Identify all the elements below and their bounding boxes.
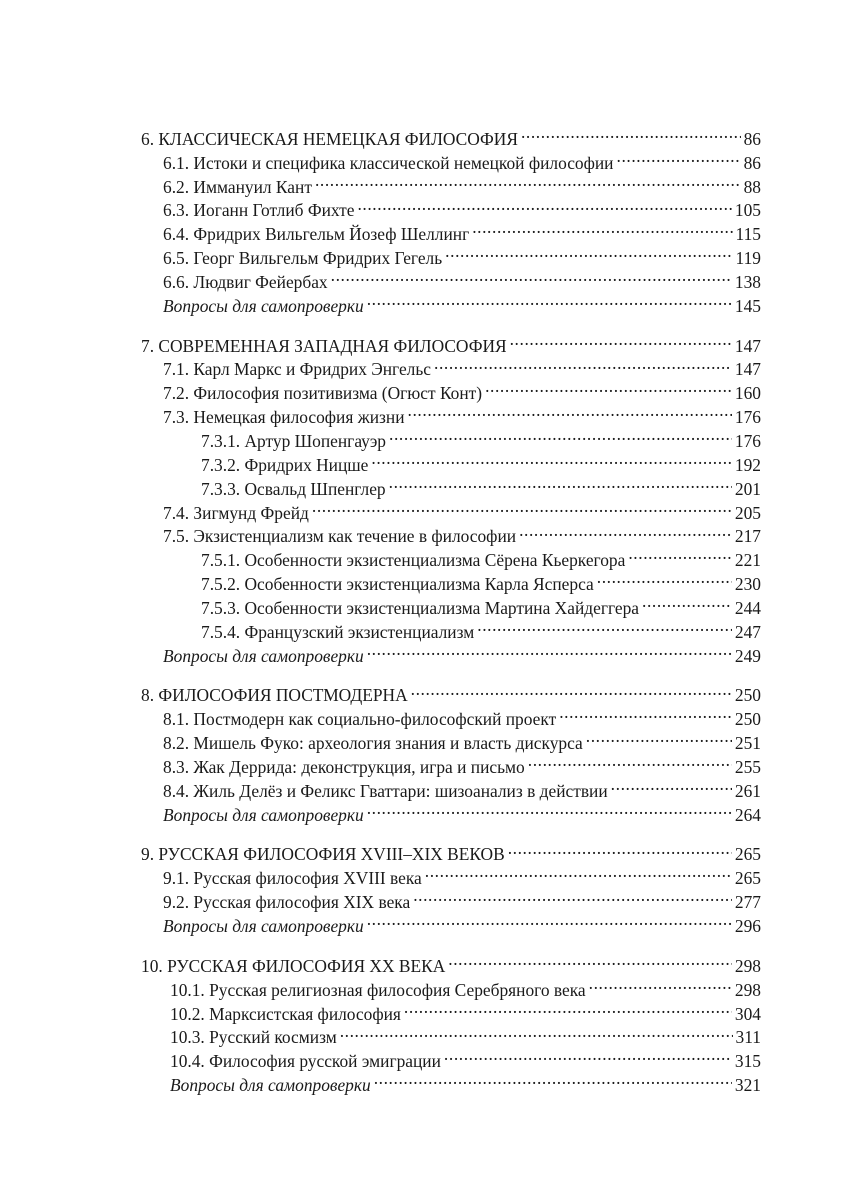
- toc-entry-title: 7.3.1. Артур Шопенгауэр: [201, 430, 387, 451]
- dot-leader: [642, 590, 732, 614]
- toc-page-number: 265: [734, 868, 761, 889]
- toc-entry-title: Вопросы для самопроверки: [170, 1075, 371, 1096]
- toc-entry-title: 7.3.3. Освальд Шпенглер: [201, 478, 386, 499]
- dot-leader: [559, 701, 732, 725]
- table-of-contents: [141, 121, 761, 1107]
- toc-page-number: 304: [734, 1003, 761, 1024]
- toc-chapter-entry: [141, 121, 761, 149]
- toc-page-number: 115: [735, 224, 761, 245]
- toc-page-number: 264: [734, 804, 761, 825]
- toc-section: [141, 328, 761, 666]
- toc-page-number: 147: [734, 335, 761, 356]
- toc-section: [141, 678, 761, 825]
- toc-page-number: 230: [734, 574, 761, 595]
- toc-entry-title: 10.4. Философия русской эмиграции: [170, 1051, 441, 1072]
- toc-page-number: 261: [734, 780, 761, 801]
- toc-entry-title: 9.1. Русская философия XVIII века: [163, 868, 422, 889]
- toc-entry-title: 8.3. Жак Деррида: деконструкция, игра и письмо: [163, 756, 525, 777]
- toc-section: [141, 837, 761, 936]
- toc-page-number: 255: [734, 756, 761, 777]
- dot-leader: [340, 1020, 733, 1044]
- toc-page-number: 138: [734, 271, 761, 292]
- dot-leader: [389, 471, 732, 495]
- toc-page-number: 86: [743, 128, 761, 149]
- dot-leader: [628, 542, 732, 566]
- dot-leader: [589, 972, 732, 996]
- toc-entry-title: 10.2. Марксистская философия: [170, 1003, 401, 1024]
- dot-leader: [508, 837, 732, 861]
- toc-entry-title: 8. ФИЛОСОФИЯ ПОСТМОДЕРНА: [141, 685, 408, 706]
- toc-page-number: 201: [734, 478, 761, 499]
- toc-page-number: 147: [734, 359, 761, 380]
- toc-entry-title: 6.6. Людвиг Фейербах: [163, 271, 328, 292]
- dot-leader: [521, 121, 741, 145]
- dot-leader: [389, 423, 732, 447]
- toc-entry-title: 10.1. Русская религиозная философия Серебряного века: [170, 979, 586, 1000]
- toc-page-number: 176: [734, 407, 761, 428]
- toc-page-number: 265: [734, 844, 761, 865]
- toc-page-number: 298: [734, 979, 761, 1000]
- toc-entry-title: 7. СОВРЕМЕННАЯ ЗАПАДНАЯ ФИЛОСОФИЯ: [141, 335, 507, 356]
- dot-leader: [408, 399, 732, 423]
- toc-entry-title: 6.5. Георг Вильгельм Фридрих Гегель: [163, 248, 443, 269]
- toc-chapter-entry: [141, 328, 761, 356]
- toc-entry-title: 6.4. Фридрих Вильгельм Йозеф Шеллинг: [163, 224, 470, 245]
- dot-leader: [597, 566, 732, 590]
- toc-entry-title: 7.5.1. Особенности экзистенциализма Сёрена Кьеркегора: [201, 550, 626, 571]
- toc-page-number: 119: [735, 248, 761, 269]
- toc-entry-title: 7.5.4. Французский экзистенциализм: [201, 621, 475, 642]
- toc-entry-title: 7.4. Зигмунд Фрейд: [163, 502, 309, 523]
- toc-entry-title: 6.3. Иоганн Готлиб Фихте: [163, 200, 355, 221]
- toc-entry-title: Вопросы для самопроверки: [163, 916, 364, 936]
- dot-leader: [448, 948, 732, 972]
- toc-page-number: 251: [734, 733, 761, 754]
- toc-page-number: 176: [734, 430, 761, 451]
- toc-page-number: 311: [735, 1027, 761, 1048]
- toc-page-number: 298: [734, 955, 761, 976]
- toc-entry-title: 6. КЛАССИЧЕСКАЯ НЕМЕЦКАЯ ФИЛОСОФИЯ: [141, 128, 518, 149]
- toc-entry-title: 10.3. Русский космизм: [170, 1027, 337, 1048]
- dot-leader: [331, 264, 732, 288]
- toc-page-number: 205: [734, 502, 761, 523]
- toc-entry-title: 7.3.2. Фридрих Ницше: [201, 454, 369, 475]
- dot-leader: [477, 614, 732, 638]
- dot-leader: [617, 145, 741, 169]
- toc-entry-title: 6.1. Истоки и специфика классической немецкой философии: [163, 152, 614, 173]
- toc-entry-title: 7.5.2. Особенности экзистенциализма Карла Ясперса: [201, 574, 594, 595]
- toc-page-number: 321: [734, 1075, 761, 1096]
- dot-leader: [367, 797, 732, 821]
- toc-page-number: 145: [734, 295, 761, 316]
- toc-entry-title: 7.5. Экзистенциализм как течение в философии: [163, 526, 517, 547]
- toc-page-number: 160: [734, 383, 761, 404]
- dot-leader: [444, 1043, 732, 1067]
- dot-leader: [404, 996, 732, 1020]
- toc-entry-title: Вопросы для самопроверки: [163, 295, 364, 316]
- toc-entry-title: 9.2. Русская философия XIX века: [163, 892, 411, 913]
- dot-leader: [411, 678, 732, 702]
- toc-page-number: 244: [734, 597, 761, 618]
- toc-entry-title: 6.2. Иммануил Кант: [163, 176, 312, 197]
- toc-page-number: 88: [743, 176, 761, 197]
- dot-leader: [528, 749, 732, 773]
- toc-chapter-entry: [141, 948, 761, 976]
- toc-page-number: 105: [734, 200, 761, 221]
- toc-section: [141, 121, 761, 316]
- dot-leader: [357, 193, 731, 217]
- dot-leader: [445, 240, 732, 264]
- toc-page-number: 192: [734, 454, 761, 475]
- dot-leader: [472, 216, 732, 240]
- dot-leader: [425, 860, 732, 884]
- toc-page-number: 249: [734, 645, 761, 666]
- toc-entry-title: 7.5.3. Особенности экзистенциализма Мартина Хайдеггера: [201, 597, 640, 618]
- toc-page-number: 221: [734, 550, 761, 571]
- toc-entry-title: Вопросы для самопроверки: [163, 645, 364, 666]
- toc-page-number: 277: [734, 892, 761, 913]
- toc-entry-title: Вопросы для самопроверки: [163, 804, 364, 825]
- toc-page-number: 315: [734, 1051, 761, 1072]
- toc-entry-title: 7.2. Философия позитивизма (Огюст Конт): [163, 383, 483, 404]
- toc-page-number: 217: [734, 526, 761, 547]
- toc-entry-title: 8.1. Постмодерн как социально-философский проект: [163, 709, 557, 730]
- dot-leader: [312, 495, 732, 519]
- toc-chapter-entry: [141, 678, 761, 706]
- toc-section: [141, 948, 761, 1096]
- dot-leader: [519, 519, 732, 543]
- toc-entry-title: 8.2. Мишель Фуко: археология знания и власть дискурса: [163, 733, 583, 754]
- dot-leader: [586, 725, 732, 749]
- dot-leader: [367, 908, 732, 932]
- toc-page-number: 250: [734, 685, 761, 706]
- dot-leader: [374, 1067, 732, 1091]
- dot-leader: [367, 288, 732, 312]
- dot-leader: [315, 169, 741, 193]
- dot-leader: [611, 773, 732, 797]
- dot-leader: [510, 328, 732, 352]
- toc-page-number: 250: [734, 709, 761, 730]
- toc-entry-title: 7.1. Карл Маркс и Фридрих Энгельс: [163, 359, 432, 380]
- toc-entry-title: 9. РУССКАЯ ФИЛОСОФИЯ XVIII–XIX ВЕКОВ: [141, 844, 505, 865]
- toc-page-number: 86: [743, 152, 761, 173]
- toc-entry-title: 8.4. Жиль Делёз и Феликс Гваттари: шизоанализ в действии: [163, 780, 608, 801]
- dot-leader: [371, 447, 732, 471]
- dot-leader: [434, 352, 732, 376]
- dot-leader: [367, 638, 732, 662]
- dot-leader: [413, 884, 732, 908]
- toc-page-number: 296: [734, 916, 761, 936]
- dot-leader: [485, 375, 732, 399]
- toc-chapter-entry: [141, 837, 761, 865]
- toc-entry-title: 10. РУССКАЯ ФИЛОСОФИЯ XX ВЕКА: [141, 955, 446, 976]
- toc-page-number: 247: [734, 621, 761, 642]
- toc-entry-title: 7.3. Немецкая философия жизни: [163, 407, 405, 428]
